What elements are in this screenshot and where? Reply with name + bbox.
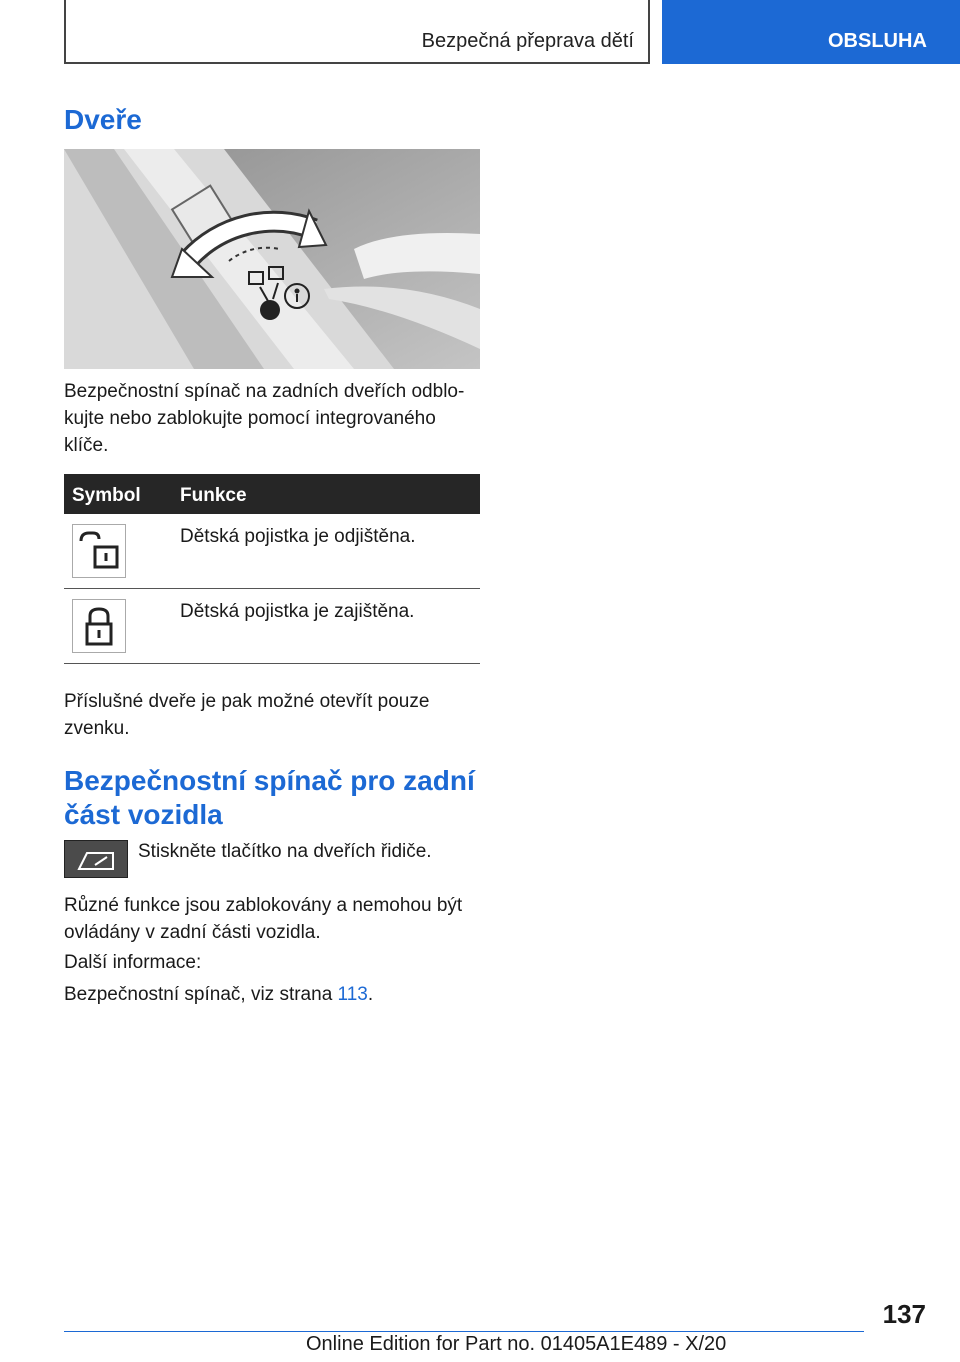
para-line: ovládány v zadní části vozidla. <box>64 922 321 943</box>
table-row <box>64 514 480 589</box>
section-title-rear-safety-switch <box>64 764 484 832</box>
header-frame <box>64 0 650 64</box>
caption-paragraph <box>64 378 484 459</box>
note-paragraph <box>64 688 484 742</box>
section-title-doors: Dveře <box>64 104 142 135</box>
caption-line: kujte nebo zablokujte pomocí integrovaného <box>64 408 436 429</box>
locked-padlock-icon <box>72 599 126 653</box>
caption-line: klíče. <box>64 435 109 456</box>
edition-text: Online Edition for Part no. 01405A1E489 - X/20 <box>306 1333 727 1355</box>
page-number: 137 <box>882 1299 926 1329</box>
reference-line <box>64 981 484 1008</box>
footer-divider <box>64 1331 864 1332</box>
door-child-lock-illustration <box>64 149 480 369</box>
reference-suffix: . <box>367 984 374 1005</box>
chapter-title: Bezpečná přeprava dětí <box>421 30 634 52</box>
caption-line: Bezpečnostní spínač na zadních dveřích odblo- <box>64 381 465 402</box>
col-header-function: Funkce <box>180 485 247 506</box>
para-line: Různé funkce jsou zablokovány a nemohou být <box>64 895 463 916</box>
reference-text: Bezpečnostní spínač, viz strana <box>64 984 338 1005</box>
table-header <box>64 474 480 514</box>
symbol-table <box>64 474 480 664</box>
function-paragraph <box>64 892 484 946</box>
button-instruction: Stiskněte tlačítko na dveřích řidiče. <box>138 841 432 862</box>
more-info-label: Další informace: <box>64 952 202 973</box>
window-lock-button-icon <box>64 840 128 878</box>
function-text: Dětská pojistka je zajištěna. <box>180 601 415 622</box>
section-tab <box>662 0 960 64</box>
function-text: Dětská pojistka je odjištěna. <box>180 526 416 547</box>
col-header-symbol: Symbol <box>72 485 141 506</box>
title-line: část vozidla <box>64 799 223 830</box>
section-tab-label: OBSLUHA <box>828 30 927 52</box>
title-line: Bezpečnostní spínač pro zadní <box>64 765 475 796</box>
note-line: Příslušné dveře je pak možné otevřít pouze <box>64 691 430 712</box>
note-line: zvenku. <box>64 718 130 739</box>
unlocked-padlock-icon <box>72 524 126 578</box>
page-link[interactable]: 113 <box>337 984 368 1005</box>
table-row <box>64 589 480 664</box>
